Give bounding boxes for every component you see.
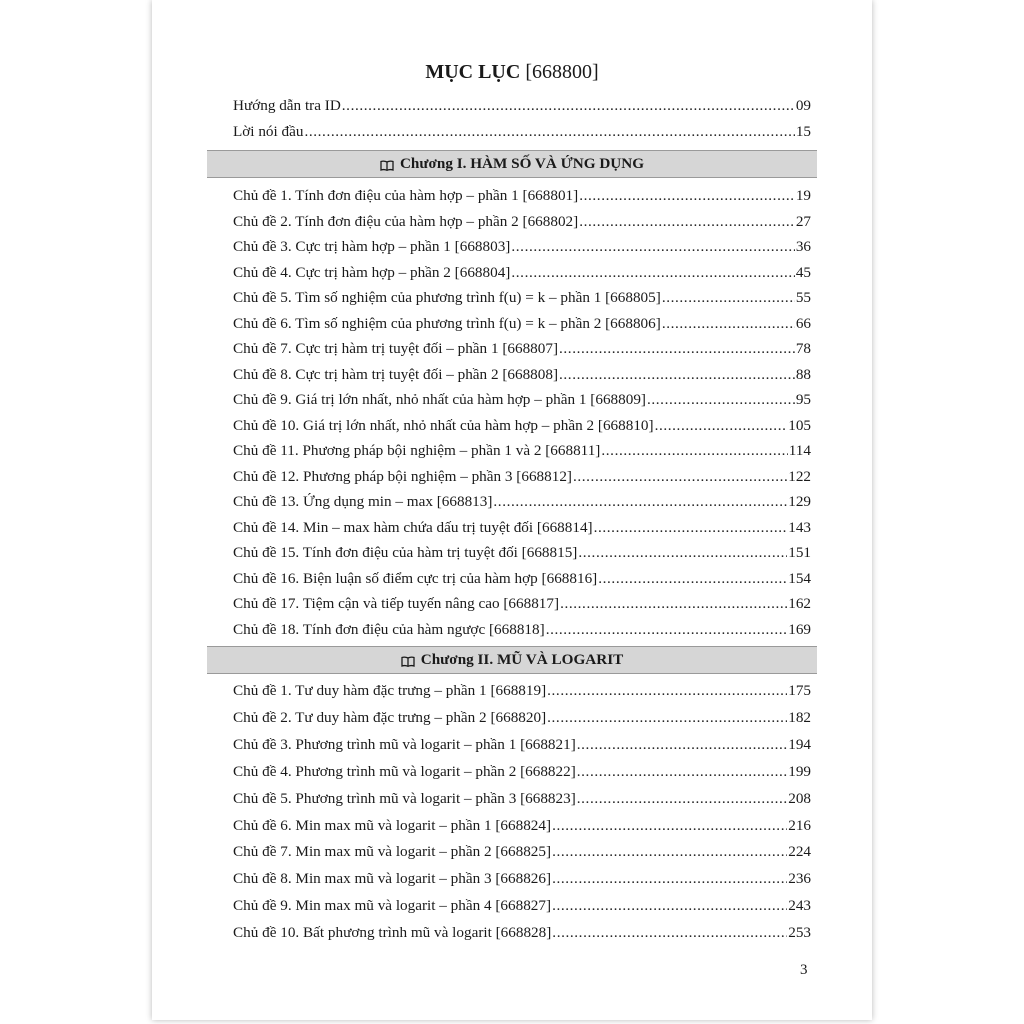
dot-leader [647,389,795,411]
toc-entry-page: 45 [795,264,811,281]
toc-entry [233,338,811,360]
dot-leader [577,734,787,756]
dot-leader [552,815,787,837]
toc-entry-label: Chủ đề 9. Min max mũ và logarit – phần 4 [668827] [233,897,552,914]
title-text: MỤC LỤC [425,61,521,83]
dot-leader [655,415,788,437]
toc-entry-label: Hướng dẫn tra ID [233,97,341,114]
toc-entry [233,287,811,309]
toc-entry-label: Chủ đề 11. Phương pháp bội nghiệm – phần 1 và 2 [668811] [233,442,601,459]
dot-leader [552,841,787,863]
dot-leader [662,287,795,309]
toc-entry [233,619,811,641]
dot-leader [662,313,795,335]
toc-entry-page: 129 [788,493,811,510]
toc-entry-page: 154 [788,570,811,587]
toc-entry-label: Chủ đề 15. Tính đơn điệu của hàm trị tuyệt đối [668815] [233,544,578,561]
toc-entry-page: 151 [788,544,811,561]
toc-entry [233,211,811,233]
dot-leader [552,868,787,890]
toc-entry-label: Chủ đề 12. Phương pháp bội nghiệm – phần 3 [668812] [233,468,572,485]
dot-leader [559,338,795,360]
toc-entry [233,262,811,284]
document-page [152,0,872,1020]
chapter-header [207,646,817,674]
toc-entry [233,185,811,207]
dot-leader [304,121,794,143]
toc-entry-label: Chủ đề 1. Tư duy hàm đặc trưng – phần 1 [668819] [233,682,547,699]
dot-leader [579,185,795,207]
toc-entry-page: 122 [788,468,811,485]
chapter-header [207,150,817,178]
toc-entry-label: Chủ đề 9. Giá trị lớn nhất, nhỏ nhất của hàm hợp – phần 1 [668809] [233,391,646,408]
toc-entry [233,236,811,258]
toc-entry-page: 169 [788,621,811,638]
toc-entry [233,542,811,564]
toc-entry-page: 55 [795,289,811,306]
toc-entry-page: 199 [788,763,811,780]
toc-entry [233,922,811,944]
toc-entry [233,389,811,411]
toc-entry-label: Chủ đề 4. Cực trị hàm hợp – phần 2 [668804] [233,264,511,281]
dot-leader [601,440,787,462]
toc-entry [233,313,811,335]
toc-entry [233,440,811,462]
book-icon [401,656,415,667]
dot-leader [552,922,787,944]
toc-entry-page: 09 [795,97,811,114]
toc-entry-label: Lời nói đầu [233,123,304,140]
toc-entry-page: 88 [795,366,811,383]
toc-entry-label: Chủ đề 1. Tính đơn điệu của hàm hợp – phần 1 [668801] [233,187,579,204]
dot-leader [552,895,787,917]
dot-leader [342,95,795,117]
toc-entry-page: 15 [795,123,811,140]
toc-entry [233,841,811,863]
toc-entry [233,761,811,783]
dot-leader [573,466,787,488]
dot-leader [511,262,794,284]
toc-entry [233,593,811,615]
toc-entry-label: Chủ đề 6. Tìm số nghiệm của phương trình f(u) = k – phần 2 [668806] [233,315,661,332]
toc-entry-page: 216 [788,817,811,834]
toc-entry-label: Chủ đề 5. Tìm số nghiệm của phương trình f(u) = k – phần 1 [668805] [233,289,661,306]
dot-leader [559,364,795,386]
dot-leader [578,542,787,564]
dot-leader [547,707,787,729]
toc-entry-label: Chủ đề 16. Biện luận số điểm cực trị của hàm hợp [668816] [233,570,598,587]
toc-entry [233,734,811,756]
toc-entry-label: Chủ đề 2. Tư duy hàm đặc trưng – phần 2 [668820] [233,709,547,726]
toc-entry-page: 105 [788,417,811,434]
dot-leader [577,788,787,810]
dot-leader [547,680,787,702]
toc-entry-page: 243 [788,897,811,914]
toc-entry-page: 208 [788,790,811,807]
toc-entry-label: Chủ đề 6. Min max mũ và logarit – phần 1 [668824] [233,817,552,834]
toc-entry-label: Chủ đề 13. Ứng dụng min – max [668813] [233,493,493,510]
toc-entry [233,491,811,513]
toc-entry [233,415,811,437]
toc-entry-label: Chủ đề 7. Cực trị hàm trị tuyệt đối – phần 1 [668807] [233,340,559,357]
toc-entry-page: 36 [795,238,811,255]
toc-entry [233,895,811,917]
toc-entry-page: 114 [788,442,811,459]
toc-entry-page: 253 [788,924,811,941]
toc-entry-label: Chủ đề 10. Giá trị lớn nhất, nhỏ nhất của hàm hợp – phần 2 [668810] [233,417,654,434]
dot-leader [598,568,787,590]
toc-entry-page: 162 [788,595,811,612]
toc-entry-label: Chủ đề 17. Tiệm cận và tiếp tuyến nâng cao [668817] [233,595,560,612]
toc-entry [233,364,811,386]
toc-entry-label: Chủ đề 4. Phương trình mũ và logarit – phần 2 [668822] [233,763,576,780]
toc-entry [233,707,811,729]
chapter-title: Chương II. MŨ VÀ LOGARIT [420,651,624,668]
dot-leader [579,211,795,233]
toc-entry [233,466,811,488]
toc-entry-label: Chủ đề 2. Tính đơn điệu của hàm hợp – phần 2 [668802] [233,213,579,230]
dot-leader [546,619,788,641]
page-number: 3 [800,962,808,978]
toc-entry [233,568,811,590]
toc-entry-label: Chủ đề 14. Min – max hàm chứa dấu trị tuyệt đối [668814] [233,519,593,536]
toc-entry-page: 19 [795,187,811,204]
toc-entry-page: 224 [788,843,811,860]
toc-entry-page: 95 [795,391,811,408]
toc-entry-page: 66 [795,315,811,332]
toc-entry-page: 236 [788,870,811,887]
dot-leader [511,236,794,258]
toc-entry-page: 194 [788,736,811,753]
toc-entry-page: 78 [795,340,811,357]
toc-entry-label: Chủ đề 7. Min max mũ và logarit – phần 2 [668825] [233,843,552,860]
chapter-title: Chương I. HÀM SỐ VÀ ỨNG DỤNG [399,155,645,172]
toc-entry-label: Chủ đề 8. Min max mũ và logarit – phần 3 [668826] [233,870,552,887]
toc-entry-page: 175 [788,682,811,699]
toc-entry [233,121,811,143]
dot-leader [493,491,787,513]
toc-entry [233,868,811,890]
toc-entry-label: Chủ đề 10. Bất phương trình mũ và logarit [668828] [233,924,552,941]
toc-entry-label: Chủ đề 5. Phương trình mũ và logarit – phần 3 [668823] [233,790,576,807]
toc-entry-label: Chủ đề 18. Tính đơn điệu của hàm ngược [668818] [233,621,545,638]
toc-entry-label: Chủ đề 3. Cực trị hàm hợp – phần 1 [668803] [233,238,511,255]
title-id: [668800] [525,61,599,83]
toc-entry [233,815,811,837]
toc-entry-page: 27 [795,213,811,230]
dot-leader [594,517,788,539]
toc-entry-page: 182 [788,709,811,726]
toc-entry [233,680,811,702]
toc-entry [233,517,811,539]
toc-entry-label: Chủ đề 3. Phương trình mũ và logarit – phần 1 [668821] [233,736,576,753]
dot-leader [577,761,787,783]
toc-entry [233,95,811,117]
dot-leader [560,593,787,615]
toc-entry-page: 143 [788,519,811,536]
book-icon [380,160,394,171]
toc-entry-label: Chủ đề 8. Cực trị hàm trị tuyệt đối – phần 2 [668808] [233,366,559,383]
page-title [152,58,872,86]
toc-entry [233,788,811,810]
